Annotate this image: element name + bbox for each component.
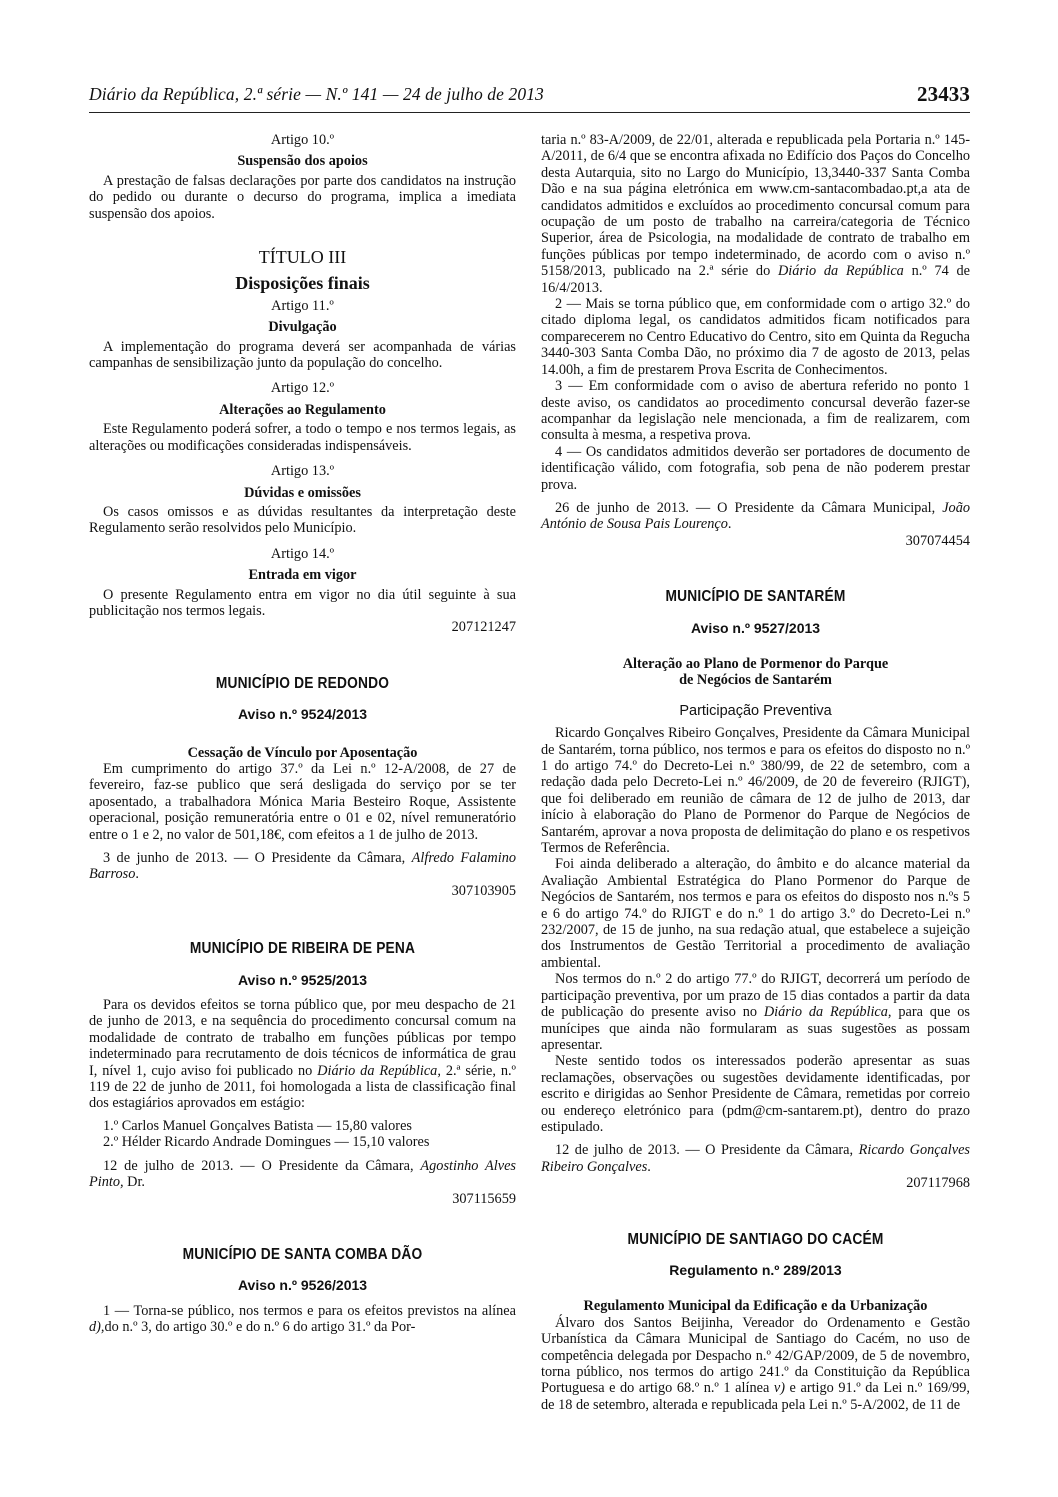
journal-reference: Diário da República, xyxy=(763,1004,892,1021)
signature-date: 26 de junho de 2013. — O Presidente da Câmara Municipal, xyxy=(555,499,943,516)
document-code: 307074454 xyxy=(905,532,970,549)
notice-text xyxy=(89,1303,516,1336)
clause-reference: v) xyxy=(773,1380,785,1397)
notice-text-part: Nos termos do n.º 2 do artigo 77.º do RJIGT, decorrerá um período de participação preventiva, por um prazo de 15 dias contados a partir da data de publicação do presente aviso no xyxy=(541,971,970,1021)
notice-subtitle: Participação Preventiva xyxy=(679,702,832,719)
article-heading: Artigo 14.º xyxy=(270,545,335,562)
article-heading: Artigo 13.º xyxy=(270,463,335,480)
regulation-title: Regulamento Municipal da Edificação e da Urbanização xyxy=(583,1298,928,1315)
notice-text: Ricardo Gonçalves Ribeiro Gonçalves, Presidente da Câmara Municipal de Santarém, torna público, nos termos e para os efeitos do disposto no n.º 1 do artigo 74.º do Decreto-Lei n.º 380/99, de 22 de setembro, com a redação dada pelo Decreto-Lei n.º 46/2009, de 20 de fevereiro (RJIGT), que foi deliberado em reunião de câmara de 12 de julho de 2013, dar início à elaboração do Plano de Pormenor do Parque de Negócios de Santarém, aprovar a nova proposta de delimitação do plano e os respetivos Termos de Referência. xyxy=(541,725,970,857)
article-text: O presente Regulamento entra em vigor no dia útil seguinte à sua publicitação nos termos legais. xyxy=(89,586,516,619)
regulation-number: Regulamento n.º 289/2013 xyxy=(669,1261,842,1278)
signatory-name: Ricardo Gonçalves Ribeiro Gonçalves xyxy=(541,1142,970,1175)
left-column xyxy=(89,132,516,1336)
article-heading: Artigo 10.º xyxy=(270,132,335,148)
notice-text: Foi ainda deliberado a alteração, do âmbito e do alcance material da Avaliação Ambiental Estratégica do Plano Pormenor do Parque de Negócios de Santarém, nos termos e para os efeitos do disposto nos n.ºs 5 e 6 do artigo 74.º do RJIGT e do n.º 1 do artigo 3.º do Decreto-Lei n.º 232/2007, de 15 de junho, na sua redação atual, que estabelece a sujeição dos Instrumentos de Gestão Territorial a procedimento de avaliação ambiental. xyxy=(541,856,970,971)
notice-text: 2 — Mais se torna público que, em conformidade com o artigo 32.º do citado diploma legal, os candidatos admitidos ficam notificados para comparecerem no Centro Educativo do Centro, sito em Quinta da Regucha 3440-303 Santa Comba Dão, no próximo dia 7 de agosto de 2013, pelas 14.00h, a fim de prestarem Prova Escrita de Conhecimentos. xyxy=(541,296,970,378)
municipality-heading: MUNICÍPIO DE SANTIAGO DO CACÉM xyxy=(627,1230,884,1248)
notice-text-part: 1 — Torna-se público, nos termos e para os efeitos previstos na alínea xyxy=(103,1302,516,1319)
clause-reference: d), xyxy=(89,1319,105,1336)
notice-text xyxy=(541,1315,970,1413)
page-number: 23433 xyxy=(917,82,970,106)
article-title: Entrada em vigor xyxy=(248,567,357,584)
page-header xyxy=(89,84,970,105)
document-code: 207121247 xyxy=(451,619,516,636)
signatory-name: Agostinho Alves Pinto, xyxy=(89,1157,516,1191)
section-heading: Disposições finais xyxy=(235,273,370,294)
notice-number: Aviso n.º 9524/2013 xyxy=(237,706,368,723)
article-title: Dúvidas e omissões xyxy=(244,484,361,501)
notice-text xyxy=(541,971,970,1053)
notice-title: de Negócios de Santarém xyxy=(679,672,832,689)
journal-reference: Diário da República, xyxy=(317,1062,441,1079)
notice-text-part: Álvaro dos Santos Beijinha, Vereador do Ordenamento e Gestão Urbanística da Câmara Municipal de Santiago do Cacém, no uso de competência delegada por Despacho n.º 42/GAP/2009, de 5 de novembro, torna público, nos termos do artigo 241.º da Constituição da República Portuguesa e do artigo 68.º n.º 1 alínea xyxy=(541,1314,970,1397)
signature-date: 12 de julho de 2013. — O Presidente da Câmara, xyxy=(555,1142,859,1159)
notice-number: Aviso n.º 9526/2013 xyxy=(237,1277,368,1294)
article-text: Este Regulamento poderá sofrer, a todo o tempo e nos termos legais, as alterações ou modificações consideradas indispensáveis. xyxy=(89,421,516,454)
notice-text-part: n.º 74 de 16/4/2013. xyxy=(541,263,970,296)
article-text: Os casos omissos e as dúvidas resultantes da interpretação deste Regulamento serão resolvidos pelo Município. xyxy=(89,503,516,537)
signature-date: 3 de junho de 2013. — O Presidente da Câmara, xyxy=(103,850,412,866)
classification-list xyxy=(89,1118,516,1151)
notice-text-part: Para os devidos efeitos se torna público que, por meu despacho de 21 de junho de 2013, e na sequência do procedimento concursal comum na modalidade de contrato de trabalho em funções públicas por tempo indeterminado para recrutamento de dois técnicos de informática de grau I, nível 1, cujo aviso foi publicado no xyxy=(89,997,516,1079)
municipality-heading: MUNICÍPIO DE SANTA COMBA DÃO xyxy=(182,1245,423,1263)
signature-end: . xyxy=(647,1158,651,1175)
municipality-heading: MUNICÍPIO DE REDONDO xyxy=(215,674,390,692)
signature xyxy=(89,1158,516,1191)
signature-end: . xyxy=(727,516,732,533)
article-title: Suspensão dos apoios xyxy=(237,153,368,170)
header-rule xyxy=(89,112,970,113)
title-heading: TÍTULO III xyxy=(258,247,347,268)
signatory-suffix: Dr. xyxy=(123,1174,146,1191)
signature xyxy=(541,1142,970,1175)
notice-text: 3 — Em conformidade com o aviso de abertura referido no ponto 1 deste aviso, os candidatos ao procedimento concursal deverão fazer-se acompanhar da legislação nele mencionada, a fim de realizarem, com consulta à mesma, a respetiva prova. xyxy=(541,378,970,444)
signature-date: 12 de julho de 2013. — O Presidente da Câmara, xyxy=(103,1157,421,1174)
notice-title: Alteração ao Plano de Pormenor do Parque xyxy=(622,655,889,672)
right-column xyxy=(541,132,970,1413)
signatory-name: Alfredo Falamino Barroso xyxy=(89,850,516,883)
notice-text xyxy=(89,997,516,1112)
signature: 3 de junho de 2013. — O Presidente da Câmara, Alfredo Falamino Barroso. xyxy=(89,850,516,883)
notice-text: Neste sentido todos os interessados poderão apresentar as suas reclamações, observações ou sugestões devidamente identificadas, por escrito e dirigidas ao Senhor Presidente de Câmara, remetidas por correio ou endereço eletrónico para (pdm@cm-santarem.pt), dentro do prazo estipulado. xyxy=(541,1053,970,1135)
notice-text-part: e artigo 91.º da Lei n.º 169/99, de 18 de setembro, alterada e republicada pela Lei n.º 5-A/2002, de 11 de xyxy=(541,1380,970,1413)
signature xyxy=(541,500,970,533)
notice-number: Aviso n.º 9525/2013 xyxy=(237,971,368,988)
article-title: Alterações ao Regulamento xyxy=(219,401,386,418)
notice-text-part: 2.ª série, n.º 119 de 22 de junho de 2011, foi homologada a lista de classificação final dos estagiários aprovados em estágio: xyxy=(89,1062,516,1112)
journal-header: Diário da República, 2.ª série — N.º 141 — 24 de julho de 2013 xyxy=(89,84,544,104)
notice-text-part: para que os munícipes que ainda não formularam as suas sugestões as possam apresentar. xyxy=(541,1004,970,1053)
document-code: 307115659 xyxy=(452,1190,516,1207)
municipality-heading: MUNICÍPIO DE RIBEIRA DE PENA xyxy=(189,940,416,958)
municipality-heading: MUNICÍPIO DE SANTARÉM xyxy=(665,588,846,606)
document-code: 207117968 xyxy=(906,1175,970,1192)
article-text: A prestação de falsas declarações por parte dos candidatos na instrução do pedido ou durante o decurso do programa, implica a imediata suspensão dos apoios. xyxy=(89,172,516,222)
document-code: 307103905 xyxy=(451,882,516,899)
notice-number: Aviso n.º 9527/2013 xyxy=(690,619,821,636)
notice-text: Em cumprimento do artigo 37.º da Lei n.º 12-A/2008, de 27 de fevereiro, faz-se publico que será desligada do serviço por se ter aposentado, a trabalhadora Mónica Maria Besteiro Roque, Assistente operacional, posição remuneratória entre o 01 e 02, nível remuneratório entre o 1 e 2, no valor de 501,18€, com efeitos a 1 de julho de 2013. xyxy=(89,760,516,843)
article-text: A implementação do programa deverá ser acompanhada de várias campanhas de sensibilização junto da população do concelho. xyxy=(89,338,516,372)
journal-reference: Diário da República xyxy=(777,263,904,280)
signatory-name: João António de Sousa Pais Lourenço xyxy=(541,499,970,533)
notice-text xyxy=(541,132,970,296)
list-item: 1.º Carlos Manuel Gonçalves Batista — 15,80 valores xyxy=(103,1117,412,1134)
article-title: Divulgação xyxy=(268,319,337,336)
article-heading: Artigo 11.º xyxy=(271,297,334,314)
notice-title: Cessação de Vínculo por Aposentação xyxy=(187,744,418,761)
article-heading: Artigo 12.º xyxy=(270,380,335,397)
notice-text-part: do n.º 3, do artigo 30.º e do n.º 6 do artigo 31.º da Por- xyxy=(104,1319,416,1336)
notice-text-part: taria n.º 83-A/2009, de 22/01, alterada e republicada pela Portaria n.º 145-A/2011, de 6/4 que se encontra afixada no Edifício dos Paços do Concelho desta Autarquia, sito no Largo do Município, 13,3440-337 Santa Comba Dão e na sua página eletrónica em www.cm-santacombadao.pt,a ata de candidatos admitidos e excluídos ao procedimento concursal comum para ocupação de um posto de trabalho na carreira/categoria de Técnico Superior, área de Psicologia, na modalidade de contrato de trabalho em funções públicas por tempo indeterminado, de acordo com o aviso n.º 5158/2013, publicado na 2.ª série do xyxy=(541,132,970,280)
list-item: 2.º Hélder Ricardo Andrade Domingues — 15,10 valores xyxy=(103,1134,430,1151)
notice-text: 4 — Os candidatos admitidos deverão ser portadores de documento de identificação válido, com fotografia, sob pena de não poderem prestar prova. xyxy=(541,443,970,493)
